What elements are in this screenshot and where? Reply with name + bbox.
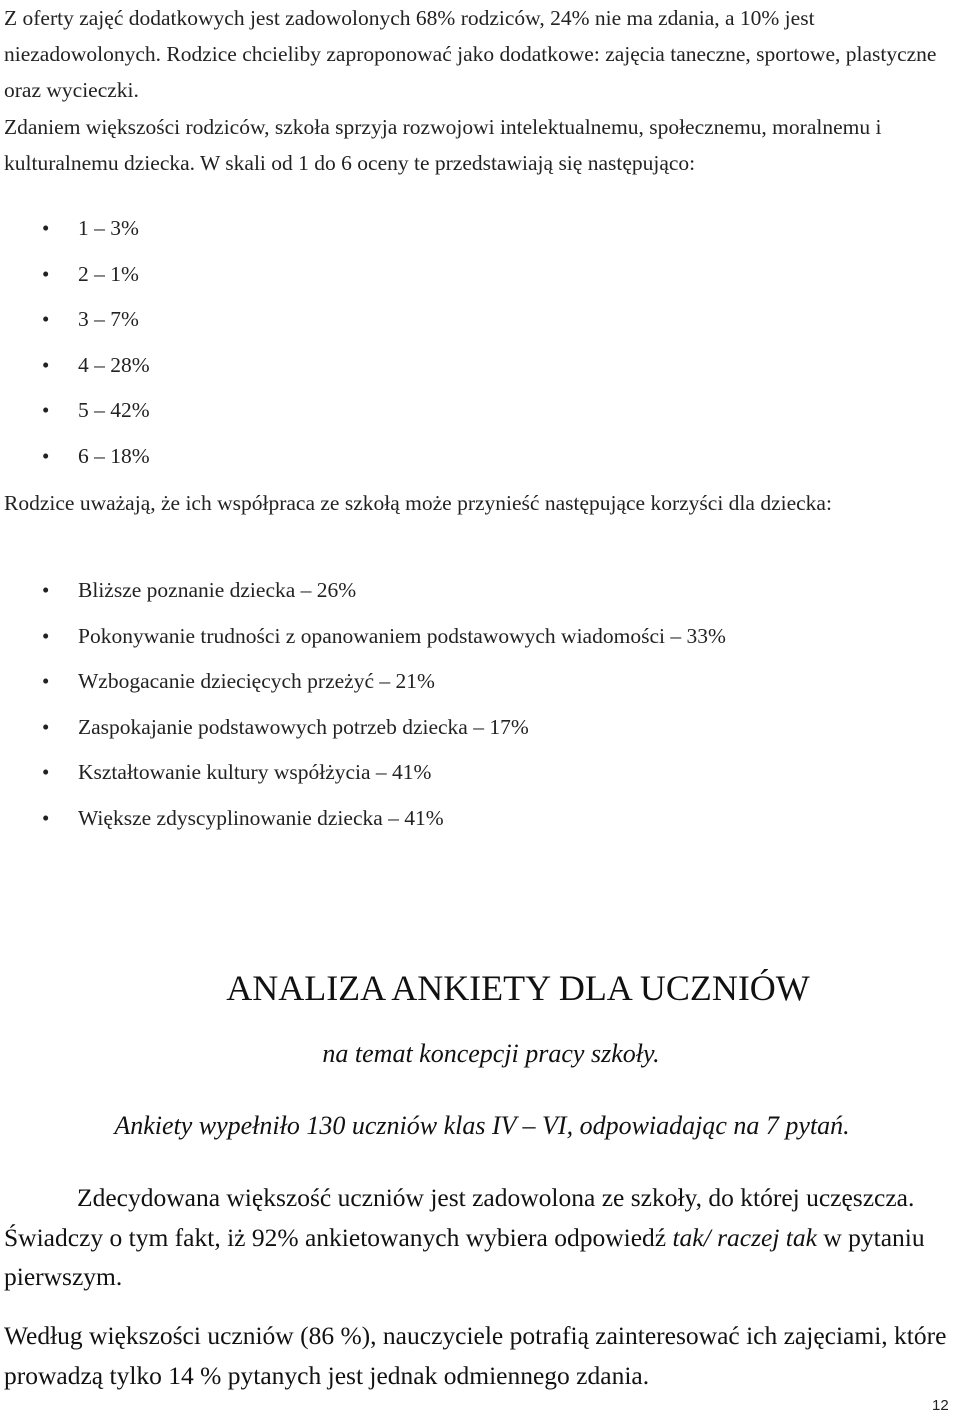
bullet-icon: • — [42, 623, 50, 648]
bullet-icon: • — [42, 805, 50, 830]
bullet-icon: • — [42, 398, 50, 422]
list-item — [42, 388, 922, 434]
list-item — [42, 434, 922, 480]
paragraph-text: Zdecydowana większość uczniów jest zadowolona ze szkoły, do której uczęszcza. Świadczy o tym fakt, iż 92% ankietowanych wybiera odpowiedź — [4, 1183, 915, 1252]
rating-text: 1 – 3% — [78, 216, 139, 240]
emphasis-answer: tak/ raczej tak — [672, 1222, 817, 1252]
rating-text: 4 – 28% — [78, 352, 150, 377]
benefit-text: Bliższe poznanie dziecka – 26% — [78, 578, 357, 602]
bullet-icon: • — [42, 307, 50, 331]
list-item — [42, 297, 922, 343]
rating-text: 6 – 18% — [78, 443, 150, 468]
paragraph-text-end: w pytaniu pierwszym. — [4, 1222, 925, 1291]
benefit-text: Większe zdyscyplinowanie dziecka – 41% — [78, 805, 444, 830]
bullet-icon: • — [42, 669, 50, 693]
bullet-icon: • — [42, 261, 50, 286]
students-satisfaction-paragraph — [4, 1178, 956, 1297]
intro-text-opinion: Zdaniem większości rodziców, szkoła sprzyja rozwojowi intelektualnemu, społecznemu, moralnemu i kulturalnemu dziecka. W skali od 1 do 6 oceny te przedstawiają się następująco: — [4, 114, 882, 175]
list-item — [42, 614, 922, 660]
teachers-paragraph: Według większości uczniów (86 %), nauczyciele potrafią zainteresować ich zajęciami, które prowadzą tylko 14 % pytanych jest jednak odmiennego zdania. — [4, 1321, 947, 1390]
page-number: 12 — [932, 1397, 949, 1414]
section-subtitle: na temat koncepcji pracy szkoły. — [322, 1039, 660, 1068]
rating-text: 5 – 42% — [78, 398, 150, 422]
ratings-list — [42, 206, 922, 479]
benefits-list — [42, 568, 922, 841]
benefit-text: Zaspokajanie podstawowych potrzeb dziecka – 17% — [78, 714, 529, 739]
intro-paragraph — [4, 0, 954, 181]
bullet-icon: • — [42, 760, 50, 784]
list-item — [42, 750, 922, 796]
intro-text-offers: Z oferty zajęć dodatkowych jest zadowolonych 68% rodziców, 24% nie ma zdania, a 10% jest niezadowolonych. Rodzice chcieliby zaproponować jako dodatkowe: zajęcia taneczne, sportowe, plastyczne oraz wycieczki. — [4, 6, 937, 103]
bullet-icon: • — [42, 714, 50, 739]
list-item — [42, 206, 922, 252]
benefit-text: Pokonywanie trudności z opanowaniem podstawowych wiadomości – 33% — [78, 623, 726, 648]
section-title: ANALIZA ANKIETY DLA UCZNIÓW — [226, 968, 810, 1008]
benefit-text: Wzbogacanie dziecięcych przeżyć – 21% — [78, 669, 435, 693]
bullet-icon: • — [42, 578, 50, 602]
list-item — [42, 343, 922, 389]
list-item — [42, 252, 922, 298]
list-item — [42, 705, 922, 751]
bullet-icon: • — [42, 443, 50, 468]
rating-text: 2 – 1% — [78, 261, 139, 286]
list-item — [42, 796, 922, 842]
list-item — [42, 568, 922, 614]
bullet-icon: • — [42, 216, 50, 240]
benefit-text: Kształtowanie kultury współżycia – 41% — [78, 760, 432, 784]
survey-info: Ankiety wypełniło 130 uczniów klas IV – VI, odpowiadając na 7 pytań. — [114, 1111, 850, 1140]
rating-text: 3 – 7% — [78, 307, 139, 331]
bullet-icon: • — [42, 352, 50, 377]
list-item — [42, 659, 922, 705]
benefits-intro: Rodzice uważają, że ich współpraca ze szkołą może przynieść następujące korzyści dla dziecka: — [4, 491, 832, 515]
